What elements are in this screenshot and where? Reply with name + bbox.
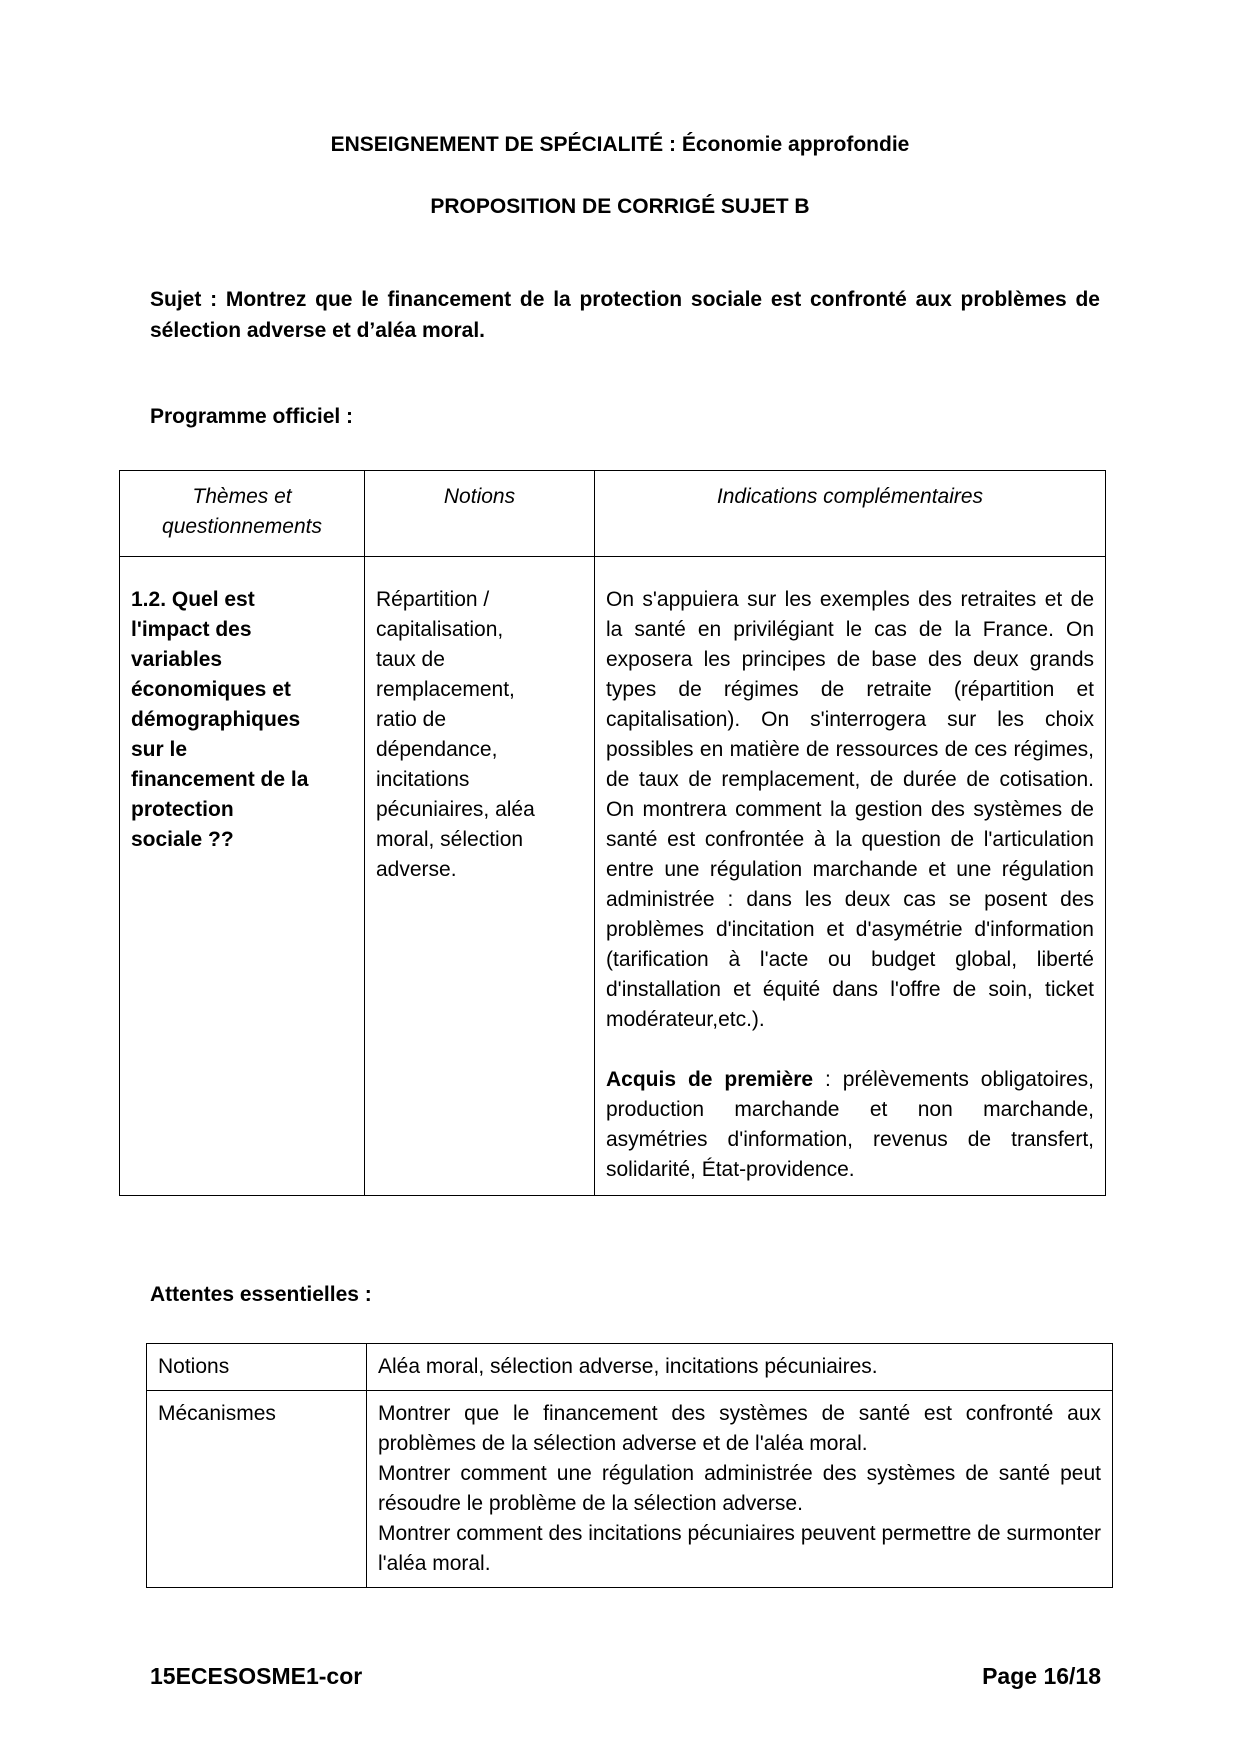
attentes-label-mecanismes: Mécanismes [147,1391,367,1588]
acquis-label: Acquis de première [606,1068,814,1091]
notion-line: remplacement, [376,678,515,701]
mecanisme-item: Montrer que le financement des systèmes de santé est confronté aux problèmes de la sélection adverse et de l'aléa moral. [378,1402,1101,1455]
acquis-text: : prélèvements obligatoires, production marchande et non marchande, asymétries d'information, revenus de transfert, solidarité, État-providence. [606,1068,1094,1181]
indications-cell [595,557,1106,1196]
notion-line: adverse. [376,858,457,881]
notion-line: incitations [376,768,470,791]
indications-text: On s'appuiera sur les exemples des retraites et de la santé en privilégiant le cas de la France. On exposera les principes de base des deux grands types de régimes de retraite (répartition et capitalisation). On s'interrogera sur les choix possibles en matière de ressources de ces régimes, de taux de remplacement, de durée de cotisation. On montrera comment la gestion des systèmes de santé est confrontée à la question de l'articulation entre une régulation marchande et une régulation administrée : dans les deux cas se posent des problèmes d'incitation et d'asymétrie d'information (tarification à l'acte ou budget global, liberté d'installation et équité dans l'offre de soin, ticket modérateur,etc.). [606,588,1094,1031]
footer-code: 15ECESOSME1-cor [150,1663,363,1689]
theme-line: sociale ?? [131,828,234,851]
theme-line: financement de la [131,768,309,791]
attentes-table [146,1343,1113,1588]
column-header-themes: Thèmes et questionnements [120,471,365,557]
column-header-notions: Notions [365,471,595,557]
notion-line: taux de [376,648,445,671]
mecanisme-item: Montrer comment une régulation administrée des systèmes de santé peut résoudre le problème de la sélection adverse. [378,1462,1101,1515]
column-header-indications: Indications complémentaires [595,471,1106,557]
document-subtitle: PROPOSITION DE CORRIGÉ SUJET B [430,195,810,218]
notion-line: capitalisation, [376,618,504,641]
acquis-paragraph [606,1065,1094,1185]
theme-line: protection [131,798,234,821]
sujet-statement: Sujet : Montrez que le financement de la protection sociale est confronté aux problèmes de sélection adverse et d’aléa moral. [150,288,1100,342]
footer-page-number: Page 16/18 [982,1663,1101,1689]
theme-cell [120,557,365,1196]
notion-line: Répartition / [376,588,490,611]
notions-cell [365,557,595,1196]
theme-line: économiques et [131,678,291,701]
notion-line: moral, sélection [376,828,524,851]
mecanisme-item: Montrer comment des incitations pécuniaires peuvent permettre de surmonter l'aléa moral. [378,1522,1101,1575]
notion-line: dépendance, [376,738,498,761]
attentes-heading: Attentes essentielles : [150,1283,372,1306]
theme-line: 1.2. Quel est [131,588,255,611]
theme-line: variables [131,648,223,671]
programme-row [120,557,1106,1196]
programme-table [119,470,1106,1196]
attentes-row-mecanismes [147,1391,1113,1588]
notion-line: pécuniaires, aléa [376,798,535,821]
notion-line: ratio de [376,708,447,731]
programme-heading: Programme officiel : [150,405,354,428]
document-title: ENSEIGNEMENT DE SPÉCIALITÉ : Économie approfondie [330,133,910,156]
attentes-row-notions [147,1344,1113,1391]
theme-line: sur le [131,738,188,761]
attentes-label-notions: Notions [147,1344,367,1391]
theme-line: démographiques [131,708,301,731]
programme-header-row [120,471,1106,557]
attentes-value-mecanismes [367,1391,1113,1588]
theme-line: l'impact des [131,618,252,641]
attentes-value-notions: Aléa moral, sélection adverse, incitations pécuniaires. [367,1344,1113,1391]
